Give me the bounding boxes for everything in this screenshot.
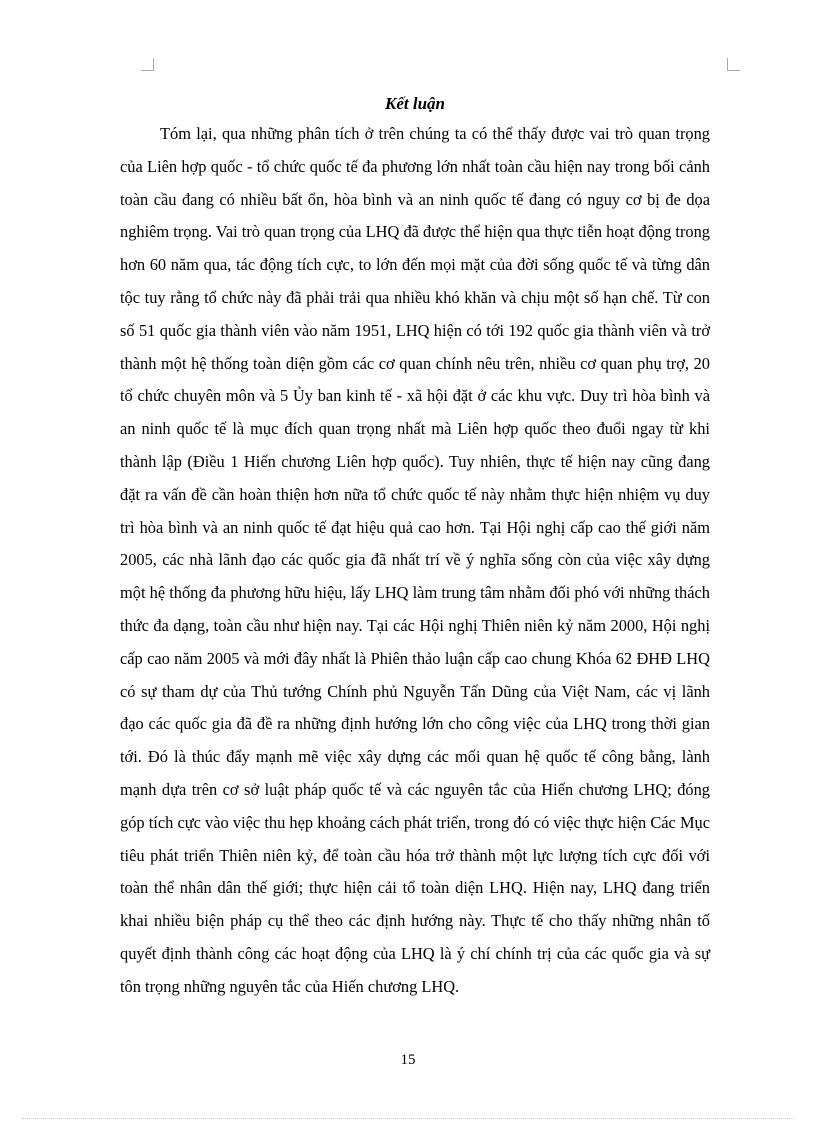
document-page — [120, 93, 710, 1004]
bottom-dotted-rule — [22, 1118, 794, 1119]
page-number: 15 — [400, 1052, 416, 1068]
body-paragraph: Tóm lại, qua những phân tích ở trên chúng ta có thể thấy được vai trò quan trọng của Liên hợp quốc - tổ chức quốc tế đa phương lớn nhất toàn cầu hiện nay trong bối cảnh toàn cầu đang có nhiều bất ổn, hòa bình và an ninh quốc tế đang có nguy cơ bị đe dọa nghiêm trọng. Vai trò quan trọng của LHQ đã được thể hiện qua thực tiễn hoạt động trong hơn 60 năm qua, tác động tích cực, to lớn đến mọi mặt của đời sống quốc tế và từng dân tộc tuy rằng tổ chức này đã phải trải qua nhiều khó khăn và chịu một số hạn chế. Từ con số 51 quốc gia thành viên vào năm 1951, LHQ hiện có tới 192 quốc gia thành viên và trở thành một hệ thống toàn diện gồm các cơ quan chính nêu trên, nhiều cơ quan phụ trợ, 20 tổ chức chuyên môn và 5 Ủy ban kinh tế - xã hội đặt ở các khu vực. Duy trì hòa bình và an ninh quốc tế là mục đích quan trọng nhất mà Liên hợp quốc theo đuổi ngay từ khi thành lập (Điều 1 Hiến chương Liên hợp quốc). Tuy nhiên, thực tế hiện nay cũng đang đặt ra vấn đề cần hoàn thiện hơn nữa tổ chức quốc tế này nhằm thực hiện nhiệm vụ duy trì hòa bình và an ninh quốc tế đạt hiệu quả cao hơn. Tại Hội nghị cấp cao thế giới năm 2005, các nhà lãnh đạo các quốc gia đã nhất trí về ý nghĩa sống còn của việc xây dựng một hệ thống đa phương hữu hiệu, lấy LHQ làm trung tâm nhằm đối phó với những thách thức đa dạng, toàn cầu như hiện nay. Tại các Hội nghị Thiên niên kỷ năm 2000, Hội nghị cấp cao năm 2005 và mới đây nhất là Phiên thảo luận cấp cao chung Khóa 62 ĐHĐ LHQ có sự tham dự của Thủ tướng Chính phủ Nguyễn Tấn Dũng của Việt Nam, các vị lãnh đạo các quốc gia đã đề ra những định hướng lớn cho công việc của LHQ trong thời gian tới. Đó là thúc đẩy mạnh mẽ việc xây dựng các mối quan hệ quốc tế công bằng, lành mạnh dựa trên cơ sở luật pháp quốc tế và các nguyên tắc của Hiến chương LHQ; đóng góp tích cực vào việc thu hẹp khoảng cách phát triển, trong đó có việc thực hiện Các Mục tiêu phát triển Thiên niên kỷ, để toàn cầu hóa trở thành một lực lượng tích cực đối với toàn thể nhân dân thế giới; thực hiện cải tổ toàn diện LHQ. Hiện nay, LHQ đang triển khai nhiều biện pháp cụ thể theo các định hướng này. Thực tế cho thấy những nhân tố quyết định thành công các hoạt động của LHQ là ý chí chính trị của các quốc gia và sự tôn trọng những nguyên tắc của Hiến chương LHQ. — [120, 124, 710, 996]
crop-mark-top-left — [141, 58, 154, 71]
crop-mark-top-right — [727, 58, 740, 71]
section-title: Kết luận — [385, 94, 445, 113]
